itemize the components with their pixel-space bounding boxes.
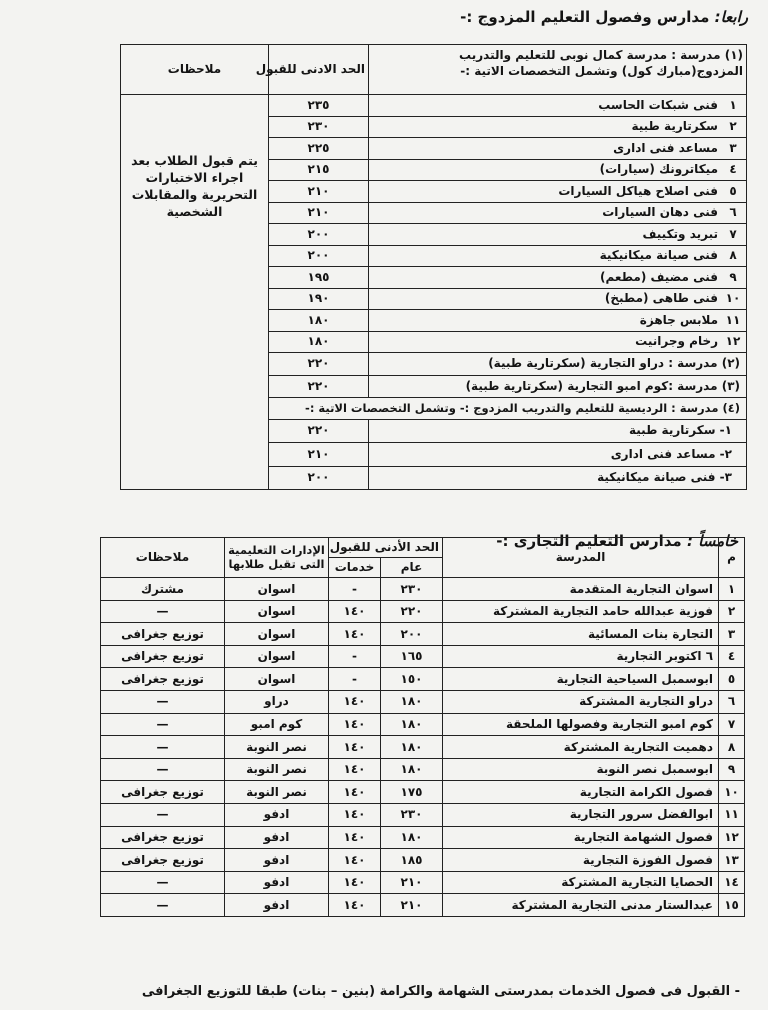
program-cell	[369, 138, 747, 160]
general-score: ١٧٥	[381, 781, 443, 804]
program-name: فنى دهان السيارات	[602, 205, 718, 220]
school-name: فوزية عبدالله حامد التجارية المشتركة	[443, 600, 719, 623]
school-name: ابوسمبل السياحية التجارية	[443, 668, 719, 691]
program-number: ٥	[729, 183, 737, 198]
row-notes: توزيع جغرافى	[101, 826, 225, 849]
commercial-schools-table	[100, 537, 745, 917]
row-index: ٥	[719, 668, 745, 691]
program-number: ١٢	[725, 334, 741, 349]
row-notes: توزيع جغرافى	[101, 645, 225, 668]
general-score: ١٨٠	[381, 713, 443, 736]
footer-note: - القبول فى فصول الخدمات بمدرستى الشهامة والكرامة (بنين – بنات) طبقا للتوزيع الجغرافى	[141, 984, 740, 999]
program-cell	[369, 202, 747, 224]
program-name: سكرتارية طبية	[631, 119, 718, 134]
admins-header: الإدارات التعليمية التى تقبل طلابها	[225, 538, 329, 578]
services-score: ١٤٠	[329, 803, 381, 826]
program-name: ملابس جاهزة	[639, 312, 718, 327]
program-name: ١- سكرتارية طبية	[369, 419, 747, 443]
program-name: ميكاترونك (سيارات)	[599, 162, 718, 177]
row-index: ١٤	[719, 871, 745, 894]
services-score: ١٤٠	[329, 826, 381, 849]
general-score: ١٨٠	[381, 690, 443, 713]
school-name: اسوان التجارية المتقدمة	[443, 578, 719, 601]
program-cell	[369, 181, 747, 203]
program-name: ٣- فنى صيانة ميكانيكية	[369, 466, 747, 490]
row-index: ١٢	[719, 826, 745, 849]
school3-min-score: ٢٢٠	[269, 375, 369, 398]
min-score: ١٨٠	[269, 331, 369, 353]
education-admin: اسوان	[225, 645, 329, 668]
program-cell	[369, 224, 747, 246]
services-score: -	[329, 645, 381, 668]
services-score: ١٤٠	[329, 781, 381, 804]
general-score: ٢٣٠	[381, 803, 443, 826]
school-name: ابوالفضل سرور التجارية	[443, 803, 719, 826]
education-admin: ادفو	[225, 849, 329, 872]
program-number: ١	[729, 97, 737, 112]
row-notes: —	[101, 894, 225, 917]
row-index: ٨	[719, 736, 745, 759]
services-score: ١٤٠	[329, 849, 381, 872]
row-notes: —	[101, 758, 225, 781]
table-row	[101, 758, 745, 781]
min-score: ٢١٠	[269, 443, 369, 467]
general-score: ١٨٥	[381, 849, 443, 872]
school-name: دراو التجارية المشتركة	[443, 690, 719, 713]
row-notes: توزيع جغرافى	[101, 849, 225, 872]
program-cell	[369, 159, 747, 181]
table-row	[101, 781, 745, 804]
services-score: ١٤٠	[329, 871, 381, 894]
program-cell	[369, 267, 747, 289]
table-row	[101, 736, 745, 759]
row-notes: توزيع جغرافى	[101, 781, 225, 804]
row-index: ١٠	[719, 781, 745, 804]
general-score: ٢٠٠	[381, 623, 443, 646]
education-admin: ادفو	[225, 803, 329, 826]
row-notes: —	[101, 690, 225, 713]
table-header-row	[101, 538, 745, 558]
min-score: ٢١٠	[269, 181, 369, 203]
min-score: ٢١٥	[269, 159, 369, 181]
general-score: ١٥٠	[381, 668, 443, 691]
min-score: ٢٣٠	[269, 116, 369, 138]
program-name: فنى صيانة ميكانيكية	[599, 248, 718, 263]
school-name: كوم امبو التجارية وفصولها الملحقة	[443, 713, 719, 736]
program-name: فنى مضيف (مطعم)	[600, 269, 718, 284]
general-header: عام	[381, 558, 443, 578]
program-name: فنى طاهى (مطبخ)	[604, 291, 718, 306]
section5-heading-lead: خامساً :	[681, 532, 738, 550]
school4-intro: (٤) مدرسة : الرديسية للتعليم والتدريب المزدوج :- وتشمل التخصصات الاتية :-	[269, 398, 747, 420]
program-name: ٢- مساعد فنى ادارى	[369, 443, 747, 467]
min-score: ٢٠٠	[269, 466, 369, 490]
min-score-header: الحد الادنى للقبول	[269, 45, 369, 95]
table-row	[101, 578, 745, 601]
program-cell	[369, 288, 747, 310]
school-name: دهميت التجارية المشتركة	[443, 736, 719, 759]
education-admin: اسوان	[225, 578, 329, 601]
program-number: ٩	[729, 269, 737, 284]
education-admin: اسوان	[225, 668, 329, 691]
min-score: ٢٠٠	[269, 224, 369, 246]
min-score: ٢٣٥	[269, 95, 369, 117]
general-score: ١٨٠	[381, 826, 443, 849]
row-index: ١١	[719, 803, 745, 826]
section4-heading	[460, 8, 748, 26]
program-number: ٨	[729, 248, 737, 263]
program-number: ٢	[729, 119, 737, 134]
table-header-row	[121, 45, 747, 95]
row-notes: —	[101, 713, 225, 736]
services-score: ١٤٠	[329, 894, 381, 917]
services-header: خدمات	[329, 558, 381, 578]
services-score: ١٤٠	[329, 690, 381, 713]
school1-intro: (١) مدرسة : مدرسة كمال نوبى للتعليم والتدريب المزدوج(مبارك كول) وتشمل التخصصات الاتية :-	[369, 45, 747, 95]
table-row	[101, 623, 745, 646]
general-score: ٢٢٠	[381, 600, 443, 623]
program-name: رخام وجرانيت	[635, 334, 718, 349]
services-score: ١٤٠	[329, 600, 381, 623]
school2-min-score: ٢٢٠	[269, 353, 369, 376]
section4-heading-lead: رابعا:	[709, 8, 748, 26]
school-name: فصول الشهامة التجارية	[443, 826, 719, 849]
general-score: ٢٣٠	[381, 578, 443, 601]
services-score: -	[329, 578, 381, 601]
education-admin: اسوان	[225, 623, 329, 646]
row-index: ٩	[719, 758, 745, 781]
row-index: ١٣	[719, 849, 745, 872]
row-index: ٤	[719, 645, 745, 668]
table-row	[101, 668, 745, 691]
education-admin: ادفو	[225, 871, 329, 894]
program-cell	[369, 245, 747, 267]
program-name: تبريد وتكييف	[642, 226, 718, 241]
row-index: ٦	[719, 690, 745, 713]
table-row	[101, 645, 745, 668]
min-score: ٢١٠	[269, 202, 369, 224]
general-score: ١٨٠	[381, 736, 443, 759]
education-admin: دراو	[225, 690, 329, 713]
min-score: ٢٢٠	[269, 419, 369, 443]
notes-header: ملاحظات	[101, 538, 225, 578]
school3-name: (٣) مدرسة :كوم امبو التجارية (سكرتارية طبية)	[369, 375, 747, 398]
program-number: ١١	[725, 312, 741, 327]
table-row	[101, 690, 745, 713]
program-cell	[369, 95, 747, 117]
education-admin: اسوان	[225, 600, 329, 623]
school-name: فصول الكرامة التجارية	[443, 781, 719, 804]
admission-note: يتم قبول الطلاب بعد اجراء الاختبارات التحريرية والمقابلات الشخصية	[121, 95, 269, 490]
school-name: التجارة بنات المسائية	[443, 623, 719, 646]
program-number: ٣	[729, 140, 737, 155]
table-row	[101, 894, 745, 917]
row-notes: —	[101, 871, 225, 894]
school-name: ٦ اكتوبر التجارية	[443, 645, 719, 668]
program-name: مساعد فنى ادارى	[613, 140, 718, 155]
dual-education-table	[120, 44, 747, 490]
program-cell	[369, 116, 747, 138]
general-score: ١٦٥	[381, 645, 443, 668]
row-index: ٣	[719, 623, 745, 646]
min-score: ٢٢٥	[269, 138, 369, 160]
table-row	[101, 849, 745, 872]
table-row	[101, 600, 745, 623]
program-number: ١٠	[725, 291, 741, 306]
row-notes: توزيع جغرافى	[101, 668, 225, 691]
general-score: ٢١٠	[381, 871, 443, 894]
row-index: ٧	[719, 713, 745, 736]
general-score: ١٨٠	[381, 758, 443, 781]
school-header: المدرسة	[443, 538, 719, 578]
general-score: ٢١٠	[381, 894, 443, 917]
program-name: فنى شبكات الحاسب	[598, 97, 718, 112]
row-notes: —	[101, 736, 225, 759]
program-number: ٤	[729, 162, 737, 177]
program-number: ٦	[729, 205, 737, 220]
program-cell	[369, 310, 747, 332]
education-admin: نصر النوبة	[225, 736, 329, 759]
education-admin: نصر النوبة	[225, 781, 329, 804]
services-score: ١٤٠	[329, 736, 381, 759]
row-index: ١	[719, 578, 745, 601]
table-row	[121, 95, 747, 117]
program-number: ٧	[729, 226, 737, 241]
notes-header: ملاحظات	[121, 45, 269, 95]
program-cell	[369, 331, 747, 353]
school-name: فصول الفوزة التجارية	[443, 849, 719, 872]
row-notes: —	[101, 803, 225, 826]
school-name: عبدالستار مدنى التجارية المشتركة	[443, 894, 719, 917]
school-name: ابوسمبل نصر النوبة	[443, 758, 719, 781]
table-row	[101, 871, 745, 894]
education-admin: ادفو	[225, 894, 329, 917]
row-notes: —	[101, 600, 225, 623]
table-row	[101, 826, 745, 849]
services-score: -	[329, 668, 381, 691]
row-index: ١٥	[719, 894, 745, 917]
education-admin: كوم امبو	[225, 713, 329, 736]
row-notes: مشترك	[101, 578, 225, 601]
index-header: م	[719, 538, 745, 578]
services-score: ١٤٠	[329, 713, 381, 736]
min-score: ٢٠٠	[269, 245, 369, 267]
min-score: ١٨٠	[269, 310, 369, 332]
section4-heading-title: مدارس وفصول التعليم المزدوج :-	[460, 8, 710, 26]
section5-heading-title: مدارس التعليم التجارى :-	[496, 532, 682, 550]
min-score-header: الحد الأدنى للقبول	[329, 538, 443, 558]
table-row	[101, 803, 745, 826]
row-index: ٢	[719, 600, 745, 623]
school-name: الحصايا التجارية المشتركة	[443, 871, 719, 894]
min-score: ١٩٥	[269, 267, 369, 289]
services-score: ١٤٠	[329, 758, 381, 781]
education-admin: ادفو	[225, 826, 329, 849]
education-admin: نصر النوبة	[225, 758, 329, 781]
table-row	[101, 713, 745, 736]
min-score: ١٩٠	[269, 288, 369, 310]
program-name: فنى اصلاح هياكل السيارات	[558, 183, 718, 198]
row-notes: توزيع جغرافى	[101, 623, 225, 646]
school2-name: (٢) مدرسة : دراو التجارية (سكرتارية طبية)	[369, 353, 747, 376]
services-score: ١٤٠	[329, 623, 381, 646]
